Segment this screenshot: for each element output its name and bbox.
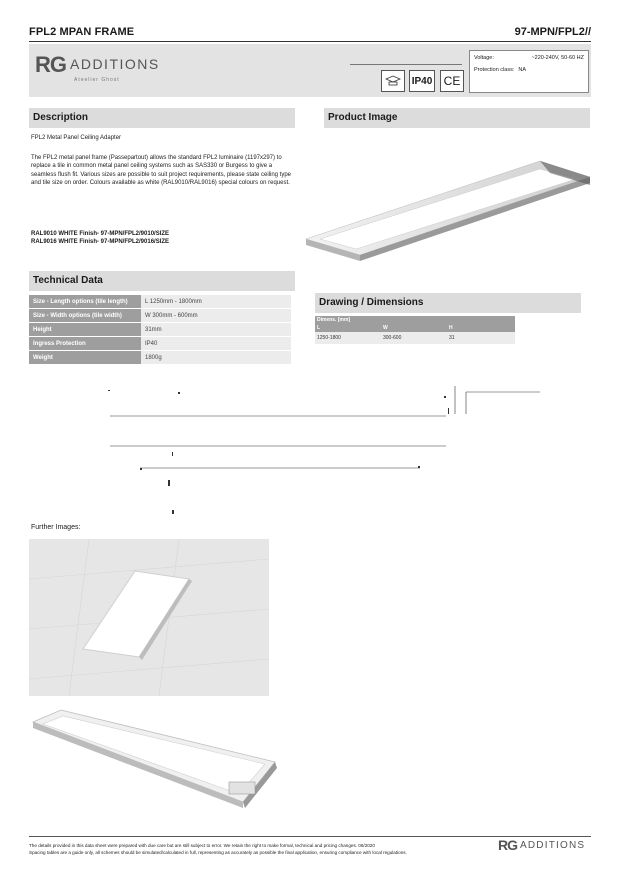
- document-title: FPL2 MPAN FRAME: [29, 26, 135, 38]
- protection-class-value: NA: [518, 67, 526, 73]
- ce-mark-icon: CE: [440, 70, 464, 92]
- finish-ral9010: RAL9010 WHITE Finish- 97-MPN/FPL2/9010/SIZE: [31, 231, 170, 237]
- description-paragraph: The FPL2 metal panel frame (Passepartout) allows the standard FPL2 luminaire (1197x297) to replace a tile in common metal panel ceiling systems such as SAS330 or Burgess to give a seamless flush fit. Various sizes are possible to suit project requirements, please state ceiling type and tile size on order. Colours available as white (RAL9010/RAL9016) special colours on request.: [31, 155, 292, 187]
- brand-logo-additions: ADDITIONS: [70, 56, 160, 72]
- table-row: [29, 309, 291, 322]
- electrical-spec-box: [469, 50, 589, 93]
- tech-value: 1800g: [141, 351, 291, 364]
- table-row: [29, 295, 291, 308]
- table-row: [315, 332, 515, 344]
- dim-value-l: 1250-1800: [315, 332, 381, 344]
- table-header-row: [315, 324, 515, 332]
- technical-drawing: [100, 376, 560, 516]
- header-divider: [29, 41, 591, 42]
- brand-logo-rg: RG: [35, 52, 66, 77]
- product-image-heading: Product Image: [324, 108, 590, 128]
- tech-value: L 1250mm - 1800mm: [141, 295, 291, 308]
- finish-ral9016: RAL9016 WHITE Finish- 97-MPN/FPL2/9016/SIZE: [31, 239, 170, 245]
- further-images-label: Further Images:: [31, 524, 81, 531]
- product-render-image: [300, 155, 592, 265]
- dim-value-w: 300-600: [381, 332, 447, 344]
- table-header-row: [315, 316, 515, 324]
- dimensions-table-title: Dimens. [mm]: [315, 316, 515, 324]
- tech-label: Weight: [29, 351, 141, 364]
- footer-disclaimer-line-1: The details provided in this data sheet were prepared with due care but are still subject to error. We retain the right to make formal, technical and pricing changes. 06/2020: [29, 843, 375, 848]
- ip40-badge: IP40: [409, 70, 435, 92]
- ceiling-mount-icon: [381, 70, 405, 92]
- tech-label: Size - Length options (tile length): [29, 295, 141, 308]
- tech-label: Size - Width options (tile width): [29, 309, 141, 322]
- dimensions-table: [315, 316, 515, 344]
- brand-tagline: Ateelier Ghost: [74, 77, 120, 83]
- protection-class-label: Protection class:: [474, 67, 515, 73]
- table-row: [29, 337, 291, 350]
- footer-logo-rg: RG: [498, 837, 517, 853]
- col-header-h: H: [447, 324, 515, 332]
- footer-logo-additions: ADDITIONS: [520, 840, 586, 851]
- tech-value: 31mm: [141, 323, 291, 336]
- brand-divider: [350, 64, 462, 65]
- product-code: 97-MPN/FPL2//: [514, 26, 591, 38]
- footer-disclaimer-line-2: Spacing tables are a guide only, all schemes should be simulated/calculated in full, representing as accurately as possible the final application, ensuring compliance with local regulations.: [29, 850, 407, 855]
- footer-disclaimer: [29, 842, 499, 856]
- voltage-label: Voltage:: [474, 55, 494, 61]
- tech-value: W 300mm - 600mm: [141, 309, 291, 322]
- drawing-dimensions-heading: Drawing / Dimensions: [315, 293, 581, 313]
- voltage-value: ~220-240V, 50-60 HZ: [531, 55, 584, 61]
- col-header-w: W: [381, 324, 447, 332]
- description-heading: Description: [29, 108, 295, 128]
- frame-render-photo: [29, 706, 291, 822]
- technical-data-table: [29, 294, 291, 365]
- ceiling-install-photo: [29, 539, 269, 696]
- tech-value: IP40: [141, 337, 291, 350]
- tech-label: Height: [29, 323, 141, 336]
- technical-data-heading: Technical Data: [29, 271, 295, 291]
- col-header-l: L: [315, 324, 381, 332]
- dim-value-h: 31: [447, 332, 515, 344]
- table-row: [29, 323, 291, 336]
- description-subtitle: FPL2 Metal Panel Ceiling Adapter: [31, 135, 122, 141]
- tech-label: Ingress Protection: [29, 337, 141, 350]
- table-row: [29, 351, 291, 364]
